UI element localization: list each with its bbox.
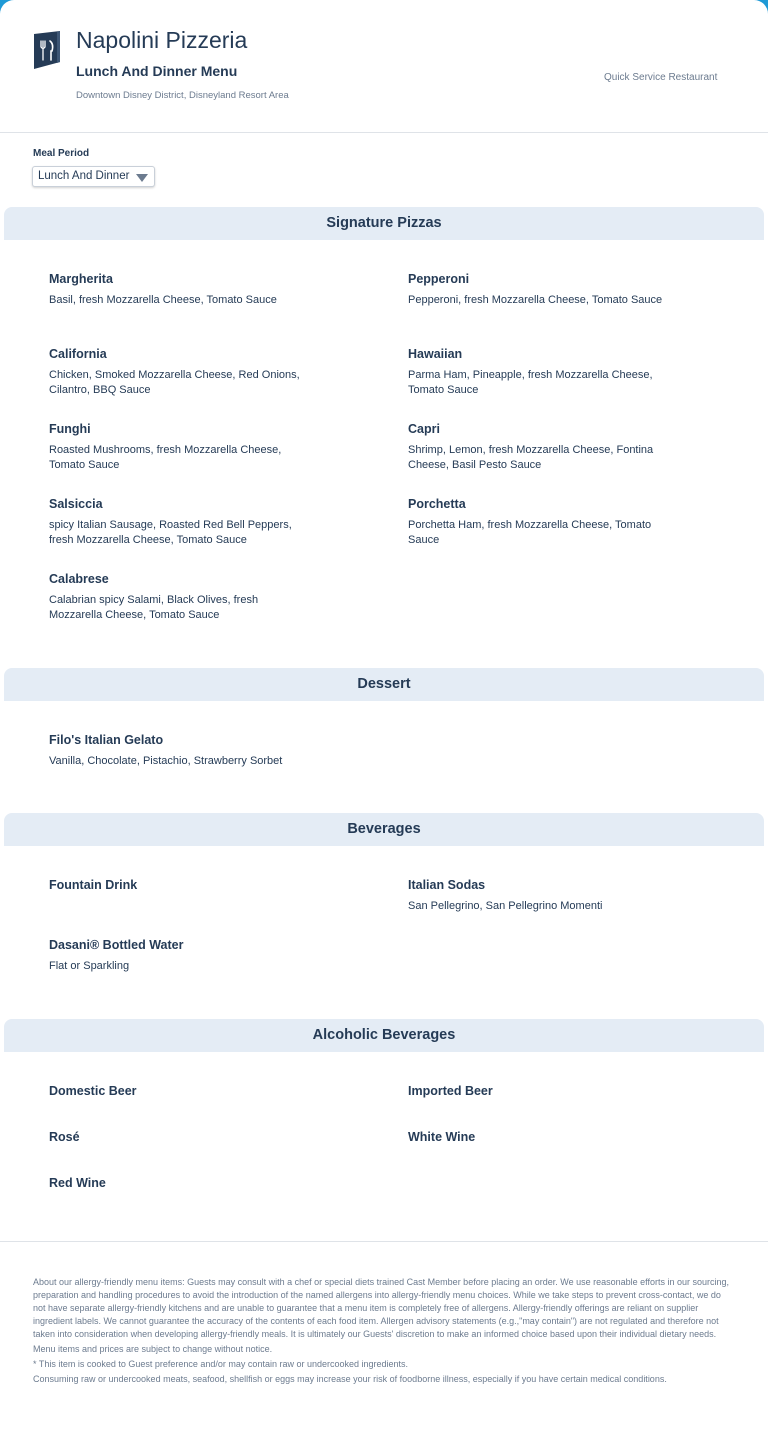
meal-period-label: Meal Period	[33, 148, 90, 159]
menu-item-domestic-beer	[49, 1083, 314, 1099]
menu-item-name: California	[49, 347, 107, 361]
menu-item-description: Chicken, Smoked Mozzarella Cheese, Red Onions, Cilantro, BBQ Sauce	[49, 369, 300, 396]
menu-item-description: Porchetta Ham, fresh Mozzarella Cheese, Tomato Sauce	[408, 519, 652, 546]
menu-item-name: Margherita	[49, 272, 113, 286]
menu-item-name: Hawaiian	[408, 347, 463, 361]
menu-item-calabrese	[49, 571, 314, 623]
menu-item-name: Pepperoni	[408, 272, 470, 286]
menu-fork-knife-icon	[33, 31, 61, 69]
service-type-label: Quick Service Restaurant	[604, 72, 718, 83]
price-disclaimer: Menu items and prices are subject to change without notice.	[33, 1344, 273, 1354]
menu-item-rose	[49, 1129, 314, 1145]
restaurant-header	[0, 0, 768, 133]
restaurant-name: Napolini Pizzeria	[76, 27, 248, 53]
section-header-beverages	[4, 813, 764, 846]
menu-item-funghi	[49, 421, 314, 473]
meal-period-selected-value: Lunch And Dinner	[38, 170, 130, 182]
menu-item-white-wine	[408, 1129, 673, 1145]
menu-item-capri	[408, 421, 673, 473]
menu-item-name: White Wine	[408, 1130, 476, 1144]
section-header-signature-pizzas	[4, 207, 764, 240]
menu-item-pepperoni	[408, 271, 673, 308]
menu-item-name: Calabrese	[49, 572, 109, 586]
footer-divider	[0, 1241, 768, 1242]
chevron-down-icon	[136, 174, 148, 182]
section-title: Signature Pizzas	[326, 215, 442, 231]
menu-item-name: Dasani® Bottled Water	[49, 938, 184, 952]
section-header-dessert	[4, 668, 764, 701]
allergy-disclaimer: About our allergy-friendly menu items: Guests may consult with a chef or special diets trained Cast Member before placing an order. We use reasonable efforts in our sourcing, preparation and handling procedures to avoid the introduction of the named allergens into allergy-friendly menu choices. While we take steps to prevent cross-contact, we do not have separate allergy-friendly kitchens and are unable to guarantee that a menu item is completely free of allergens. Allergy-friendly offerings are reliant on supplier ingredient labels. We cannot guarantee the accuracy of the contents of each food item. Allergen advisory statements (e.g.,"may contain") are not regulated and therefore not taken into consideration when developing allergy-friendly meals. It is ultimately our Guests' discretion to make an informed choice based upon their individual dietary needs.	[33, 1277, 730, 1339]
menu-item-description: Calabrian spicy Salami, Black Olives, fresh Mozzarella Cheese, Tomato Sauce	[49, 594, 259, 621]
menu-item-california	[49, 346, 314, 398]
raw-food-warning: Consuming raw or undercooked meats, seafood, shellfish or eggs may increase your risk of foodborne illness, especially if you have certain medical conditions.	[33, 1374, 667, 1384]
menu-item-description: Flat or Sparkling	[49, 960, 130, 972]
menu-item-bottled-water	[49, 937, 314, 974]
menu-item-name: Red Wine	[49, 1176, 106, 1190]
menu-item-description: Pepperoni, fresh Mozzarella Cheese, Tomato Sauce	[408, 294, 663, 306]
menu-item-margherita	[49, 271, 314, 308]
menu-item-description: San Pellegrino, San Pellegrino Momenti	[408, 900, 603, 912]
menu-item-italian-gelato	[49, 732, 349, 769]
menu-item-fountain-drink	[49, 877, 314, 893]
menu-item-description: Shrimp, Lemon, fresh Mozzarella Cheese, Fontina Cheese, Basil Pesto Sauce	[408, 444, 654, 471]
section-header-alcoholic-beverages	[4, 1019, 764, 1052]
menu-item-name: Filo's Italian Gelato	[49, 733, 164, 747]
menu-item-red-wine	[49, 1175, 314, 1191]
menu-item-porchetta	[408, 496, 673, 548]
menu-item-name: Domestic Beer	[49, 1084, 137, 1098]
menu-item-name: Italian Sodas	[408, 878, 486, 892]
meal-period-dropdown[interactable]	[32, 166, 155, 187]
menu-item-name: Capri	[408, 422, 440, 436]
menu-item-name: Imported Beer	[408, 1084, 493, 1098]
footer-disclaimers	[33, 1276, 735, 1388]
cooked-to-order-note: * This item is cooked to Guest preference and/or may contain raw or undercooked ingredients.	[33, 1359, 409, 1369]
menu-item-description: Roasted Mushrooms, fresh Mozzarella Cheese, Tomato Sauce	[49, 444, 282, 471]
section-title: Beverages	[347, 821, 421, 837]
menu-item-name: Funghi	[49, 422, 91, 436]
menu-item-name: Fountain Drink	[49, 878, 138, 892]
menu-item-description: spicy Italian Sausage, Roasted Red Bell Peppers, fresh Mozzarella Cheese, Tomato Sauce	[49, 519, 292, 546]
restaurant-location: Downtown Disney District, Disneyland Resort Area	[76, 90, 289, 101]
menu-item-name: Rosé	[49, 1130, 80, 1144]
menu-item-hawaiian	[408, 346, 673, 398]
menu-title: Lunch And Dinner Menu	[76, 63, 238, 79]
menu-item-name: Salsiccia	[49, 497, 103, 511]
menu-item-description: Parma Ham, Pineapple, fresh Mozzarella Cheese, Tomato Sauce	[408, 369, 653, 396]
section-title: Dessert	[357, 676, 411, 692]
section-title: Alcoholic Beverages	[312, 1027, 456, 1043]
menu-item-name: Porchetta	[408, 497, 466, 511]
menu-item-salsiccia	[49, 496, 314, 548]
menu-item-italian-sodas	[408, 877, 673, 914]
menu-item-imported-beer	[408, 1083, 673, 1099]
menu-item-description: Vanilla, Chocolate, Pistachio, Strawberry Sorbet	[49, 755, 283, 767]
menu-item-description: Basil, fresh Mozzarella Cheese, Tomato Sauce	[49, 294, 277, 306]
